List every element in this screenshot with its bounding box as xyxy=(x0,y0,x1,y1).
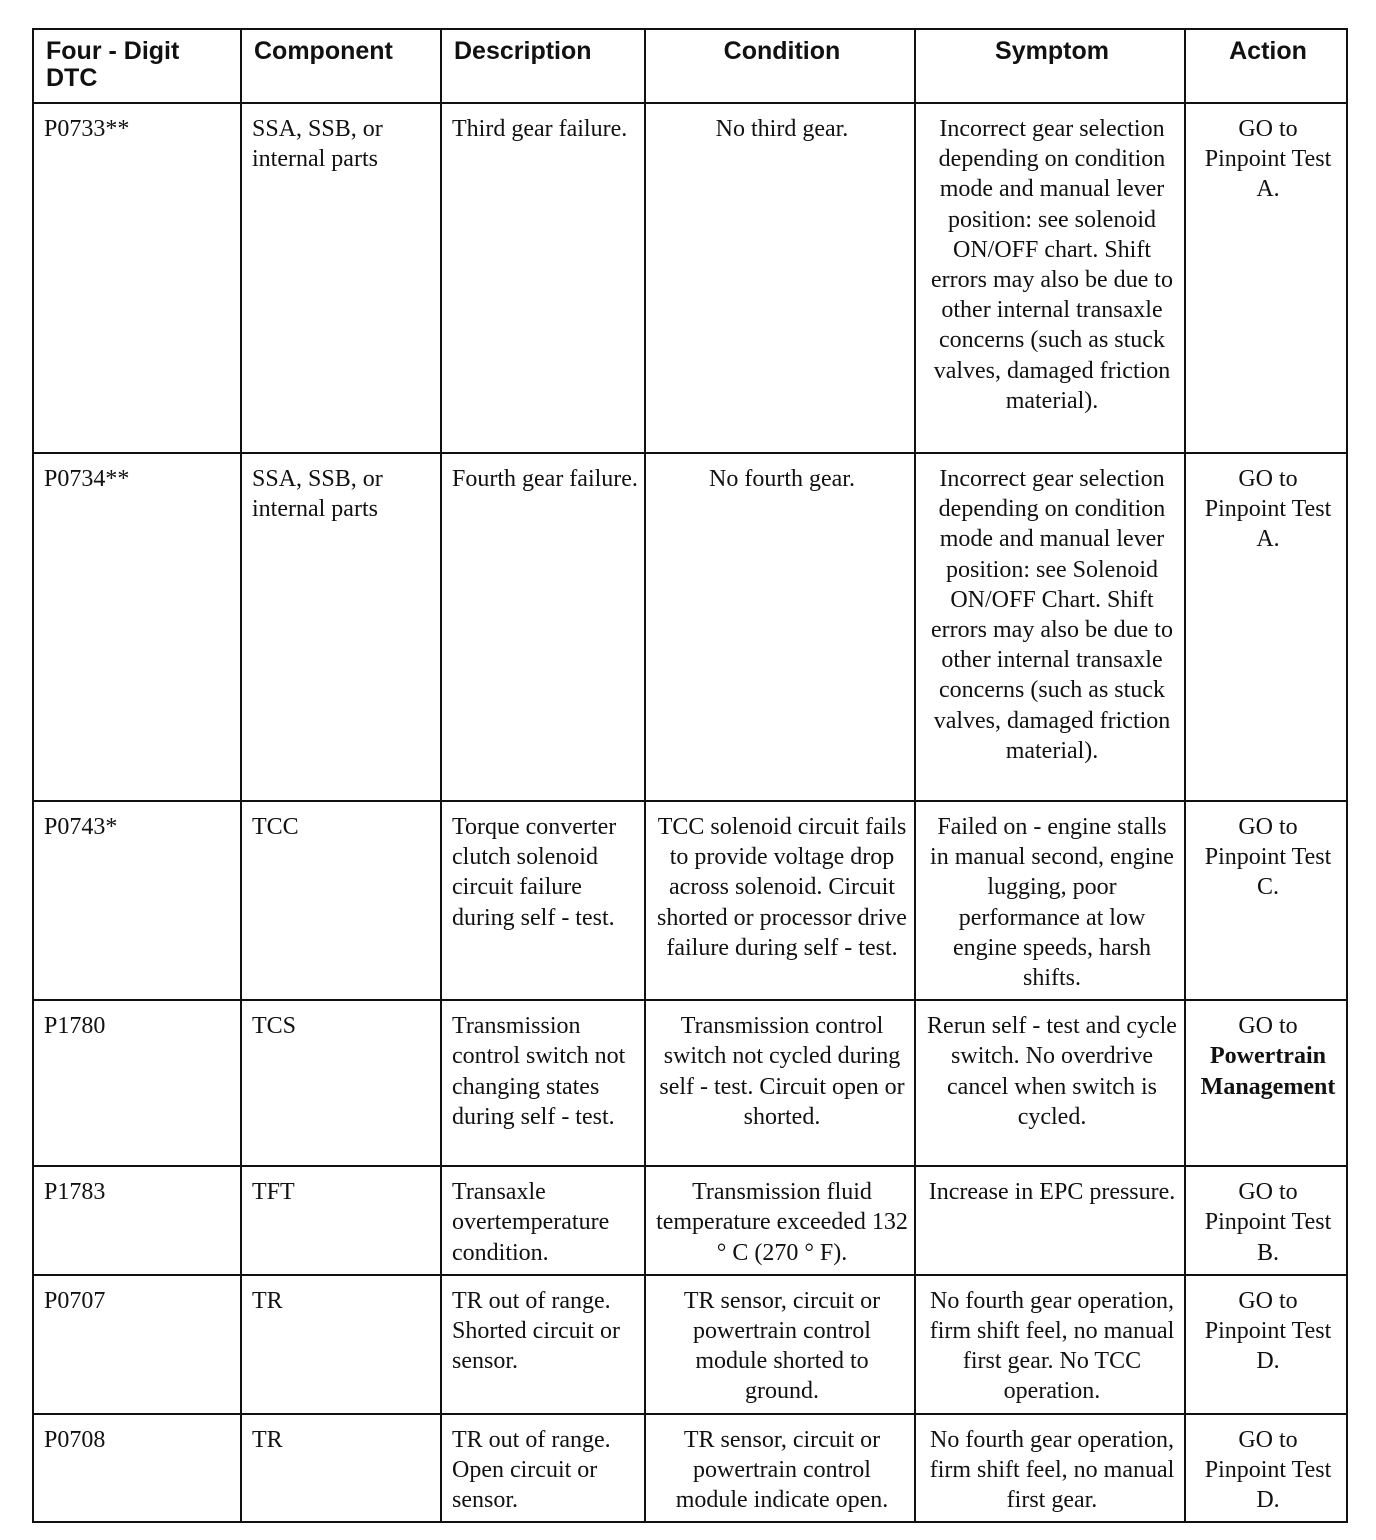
cell-condition: Transmission control switch not cycled during self - test. Circuit open or shorted. xyxy=(645,1000,915,1166)
action-link-powertrain: Powertrain xyxy=(1210,1043,1326,1070)
dtc-table xyxy=(32,28,1348,1523)
header-description: Description xyxy=(441,29,645,103)
cell-component: TFT xyxy=(241,1166,441,1275)
table-row xyxy=(33,1414,1347,1523)
cell-symptom: Increase in EPC pressure. xyxy=(915,1166,1185,1275)
cell-symptom: No fourth gear operation, firm shift feel, no manual first gear. xyxy=(915,1414,1185,1523)
cell-symptom: Incorrect gear selection depending on condition mode and manual lever position: see solenoid ON/OFF chart. Shift errors may also be due to other internal transaxle concerns (such as stuck valves, damaged friction material). xyxy=(915,103,1185,453)
header-condition: Condition xyxy=(645,29,915,103)
cell-description: Torque converter clutch solenoid circuit failure during self - test. xyxy=(441,801,645,1000)
table-row xyxy=(33,103,1347,453)
cell-condition: TR sensor, circuit or powertrain control module indicate open. xyxy=(645,1414,915,1523)
cell-dtc: P0743* xyxy=(33,801,241,1000)
cell-component: TR xyxy=(241,1414,441,1523)
cell-symptom: Rerun self - test and cycle switch. No overdrive cancel when switch is cycled. xyxy=(915,1000,1185,1166)
cell-component: SSA, SSB, or internal parts xyxy=(241,453,441,801)
cell-action: GO to Pinpoint Test A. xyxy=(1185,453,1347,801)
action-go-to: GO to xyxy=(1238,1013,1298,1040)
header-dtc: Four - Digit DTC xyxy=(33,29,241,103)
action-link-management: Management xyxy=(1200,1073,1336,1100)
header-row xyxy=(33,29,1347,103)
cell-description: Fourth gear failure. xyxy=(441,453,645,801)
cell-action: GO to Pinpoint Test D. xyxy=(1185,1275,1347,1414)
cell-dtc: P0708 xyxy=(33,1414,241,1523)
cell-dtc: P1783 xyxy=(33,1166,241,1275)
cell-action: GO to Pinpoint Test B. xyxy=(1185,1166,1347,1275)
cell-condition: No third gear. xyxy=(645,103,915,453)
cell-dtc: P0733** xyxy=(33,103,241,453)
table-row xyxy=(33,1166,1347,1275)
cell-symptom: Failed on - engine stalls in manual second, engine lugging, poor performance at low engine speeds, harsh shifts. xyxy=(915,801,1185,1000)
cell-action: GO to Pinpoint Test C. xyxy=(1185,801,1347,1000)
cell-symptom: Incorrect gear selection depending on condition mode and manual lever position: see Solenoid ON/OFF Chart. Shift errors may also be due to other internal transaxle concerns (such as stuck valves, damaged friction material). xyxy=(915,453,1185,801)
cell-action: GO to Pinpoint Test A. xyxy=(1185,103,1347,453)
cell-description: Transaxle overtemperature condition. xyxy=(441,1166,645,1275)
cell-description: TR out of range. Shorted circuit or sensor. xyxy=(441,1275,645,1414)
table-row xyxy=(33,453,1347,801)
header-component: Component xyxy=(241,29,441,103)
table-row xyxy=(33,1275,1347,1414)
cell-condition: Transmission fluid temperature exceeded 132 ° C (270 ° F). xyxy=(645,1166,915,1275)
cell-component: TR xyxy=(241,1275,441,1414)
table-row xyxy=(33,801,1347,1000)
cell-description: Third gear failure. xyxy=(441,103,645,453)
header-symptom: Symptom xyxy=(915,29,1185,103)
table-row xyxy=(33,1000,1347,1166)
cell-component: SSA, SSB, or internal parts xyxy=(241,103,441,453)
cell-symptom: No fourth gear operation, firm shift feel, no manual first gear. No TCC operation. xyxy=(915,1275,1185,1414)
cell-component: TCS xyxy=(241,1000,441,1166)
cell-condition: TCC solenoid circuit fails to provide voltage drop across solenoid. Circuit shorted or processor drive failure during self - test. xyxy=(645,801,915,1000)
cell-component: TCC xyxy=(241,801,441,1000)
cell-dtc: P1780 xyxy=(33,1000,241,1166)
header-action: Action xyxy=(1185,29,1347,103)
cell-dtc: P0707 xyxy=(33,1275,241,1414)
cell-action: GO to Pinpoint Test D. xyxy=(1185,1414,1347,1523)
cell-description: Transmission control switch not changing states during self - test. xyxy=(441,1000,645,1166)
cell-condition: No fourth gear. xyxy=(645,453,915,801)
cell-dtc: P0734** xyxy=(33,453,241,801)
cell-description: TR out of range. Open circuit or sensor. xyxy=(441,1414,645,1523)
cell-action xyxy=(1185,1000,1347,1166)
cell-condition: TR sensor, circuit or powertrain control module shorted to ground. xyxy=(645,1275,915,1414)
